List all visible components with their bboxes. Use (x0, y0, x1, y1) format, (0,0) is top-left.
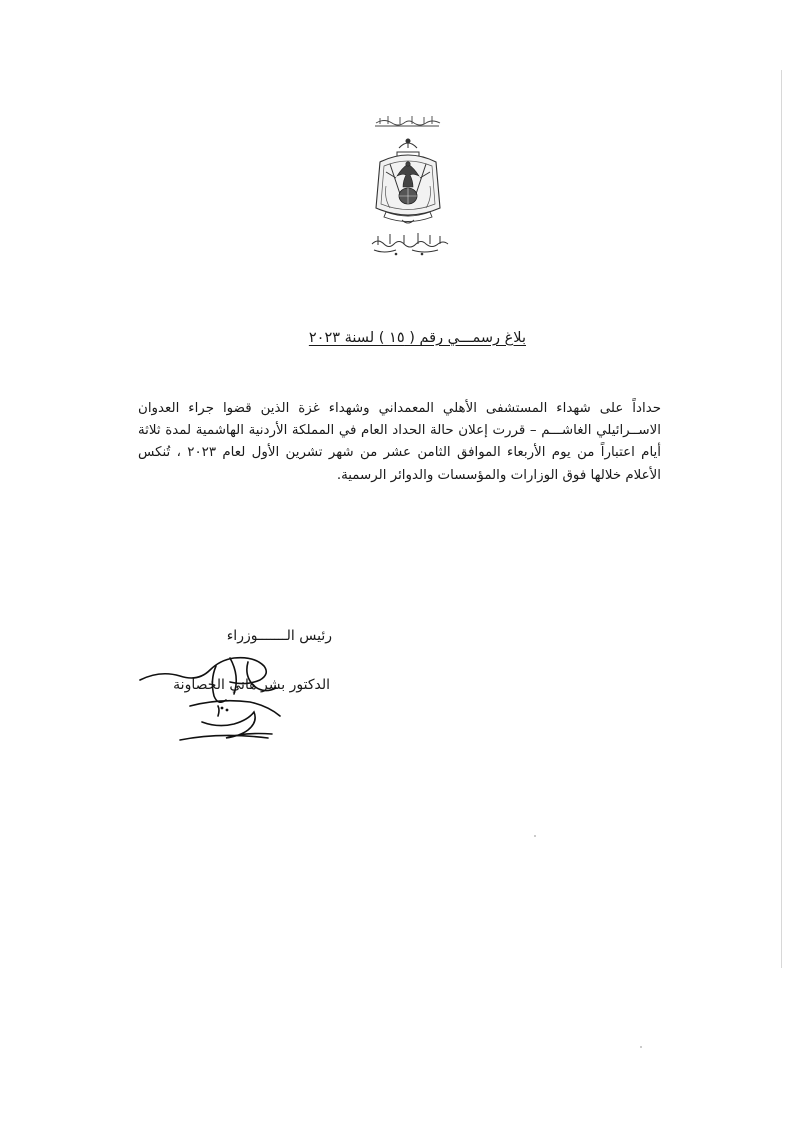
page-edge-rule (781, 70, 782, 968)
scan-speck (640, 1046, 642, 1048)
statement-paragraph: حداداً على شهداء المستشفى الأهلي المعمداني وشهداء غزة الذين قضوا جراء العدوان الاســرائيلي الغاشـــم – قررت إعلان حالة الحداد العام في المملكة الأردنية الهاشمية لمدة ثلاثة أيام اعتباراً من يوم الأربعاء الموافق الثامن عشر من شهر تشرين الأول لعام ٢٠٢٣ ، تُنكس الأعلام خلالها فوق الوزارات والمؤسسات والدوائر الرسمية. (138, 401, 661, 483)
handwritten-signature-icon (120, 618, 320, 748)
statement-title: بلاغ رسمـــي رقم ( ١٥ ) لسنة ٢٠٢٣ (308, 330, 526, 346)
signatory-title: رئيس الـــــــوزراء (226, 628, 332, 644)
hashemite-coat-of-arms-icon (366, 112, 450, 257)
statement-body (138, 398, 661, 487)
scan-speck (534, 835, 536, 837)
signatory-name: الدكتور بشر هاني الخصاونة (173, 677, 330, 693)
